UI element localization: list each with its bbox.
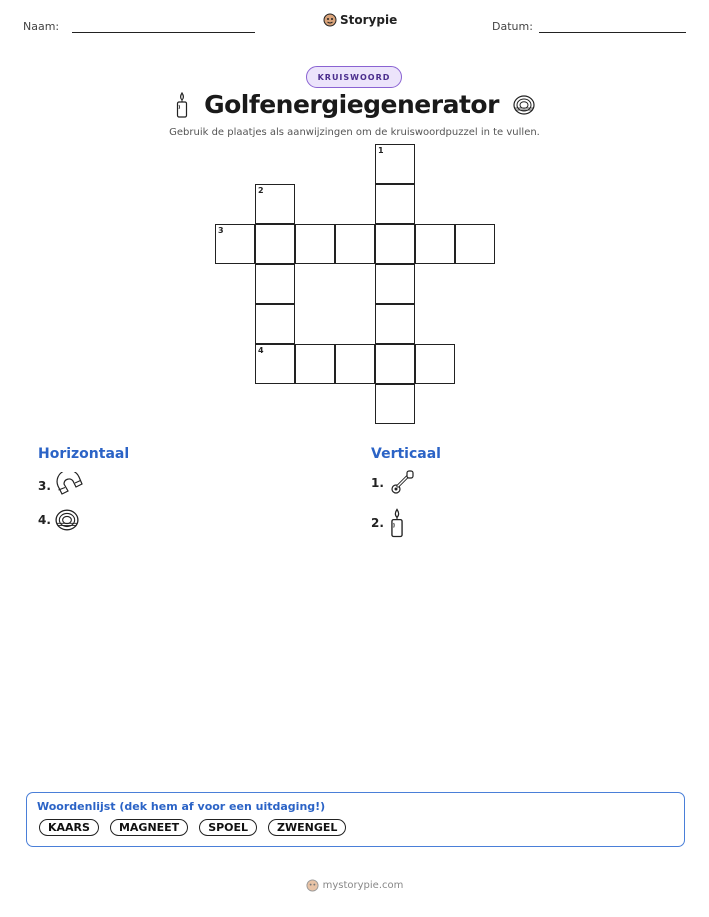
cell-number: 4 — [258, 346, 264, 355]
crossword-cell[interactable] — [295, 224, 335, 264]
crossword-cell[interactable] — [375, 264, 415, 304]
clue-number: 2. — [371, 516, 384, 530]
crossword-cell[interactable] — [455, 224, 495, 264]
word-bank-title: Woordenlijst (dek hem af voor een uitdaging!) — [37, 800, 326, 813]
clue-number: 4. — [38, 513, 51, 527]
word-bank — [26, 792, 685, 847]
clue-across-3 — [38, 472, 85, 500]
crossword-cell[interactable] — [295, 344, 335, 384]
crossword-cell[interactable] — [255, 224, 295, 264]
brand-logo — [323, 13, 397, 27]
clue-across-4 — [38, 508, 79, 532]
title-row — [0, 90, 709, 119]
category-badge: KRUISWOORD — [306, 66, 402, 88]
cell-number: 1 — [378, 146, 384, 155]
coil-icon — [55, 508, 79, 532]
crank-icon — [388, 468, 418, 498]
word-bank-item: MAGNEET — [110, 819, 188, 836]
word-bank-list — [39, 819, 346, 836]
crossword-cell[interactable] — [215, 224, 255, 264]
crossword-cell[interactable] — [375, 184, 415, 224]
down-heading: Verticaal — [371, 446, 441, 462]
word-bank-item: ZWENGEL — [268, 819, 346, 836]
clue-number: 1. — [371, 476, 384, 490]
storypie-mascot-icon — [323, 13, 337, 27]
coil-icon — [513, 94, 535, 116]
instructions: Gebruik de plaatjes als aanwijzingen om de kruiswoordpuzzel in te vullen. — [169, 127, 540, 138]
cell-number: 3 — [218, 226, 224, 235]
clue-number: 3. — [38, 479, 51, 493]
name-line[interactable] — [72, 32, 255, 33]
clue-down-1 — [371, 468, 418, 498]
crossword-cell[interactable] — [335, 344, 375, 384]
crossword-cell[interactable] — [375, 144, 415, 184]
brand-name: Storypie — [340, 13, 398, 27]
footer-url[interactable]: mystorypie.com — [322, 880, 404, 891]
crossword-cell[interactable] — [375, 304, 415, 344]
word-bank-item: SPOEL — [199, 819, 257, 836]
page-title: Golfenergiegenerator — [204, 90, 499, 119]
crossword-cell[interactable] — [415, 344, 455, 384]
cell-number: 2 — [258, 186, 264, 195]
date-line[interactable] — [539, 32, 686, 33]
storypie-mascot-icon — [306, 879, 319, 892]
crossword-cell[interactable] — [375, 344, 415, 384]
word-bank-item: KAARS — [39, 819, 99, 836]
crossword-cell[interactable] — [375, 384, 415, 424]
crossword-cell[interactable] — [255, 344, 295, 384]
date-label: Datum: — [492, 20, 533, 33]
crossword-cell[interactable] — [375, 224, 415, 264]
crossword-cell[interactable] — [255, 264, 295, 304]
across-heading: Horizontaal — [38, 446, 130, 462]
crossword-cell[interactable] — [255, 304, 295, 344]
candle-icon — [388, 508, 406, 538]
clue-down-2 — [371, 508, 406, 538]
crossword-cell[interactable] — [255, 184, 295, 224]
name-label: Naam: — [23, 20, 60, 33]
crossword-cell[interactable] — [335, 224, 375, 264]
magnet-icon — [55, 472, 85, 500]
candle-icon — [174, 92, 190, 118]
footer — [0, 879, 709, 892]
crossword-cell[interactable] — [415, 224, 455, 264]
